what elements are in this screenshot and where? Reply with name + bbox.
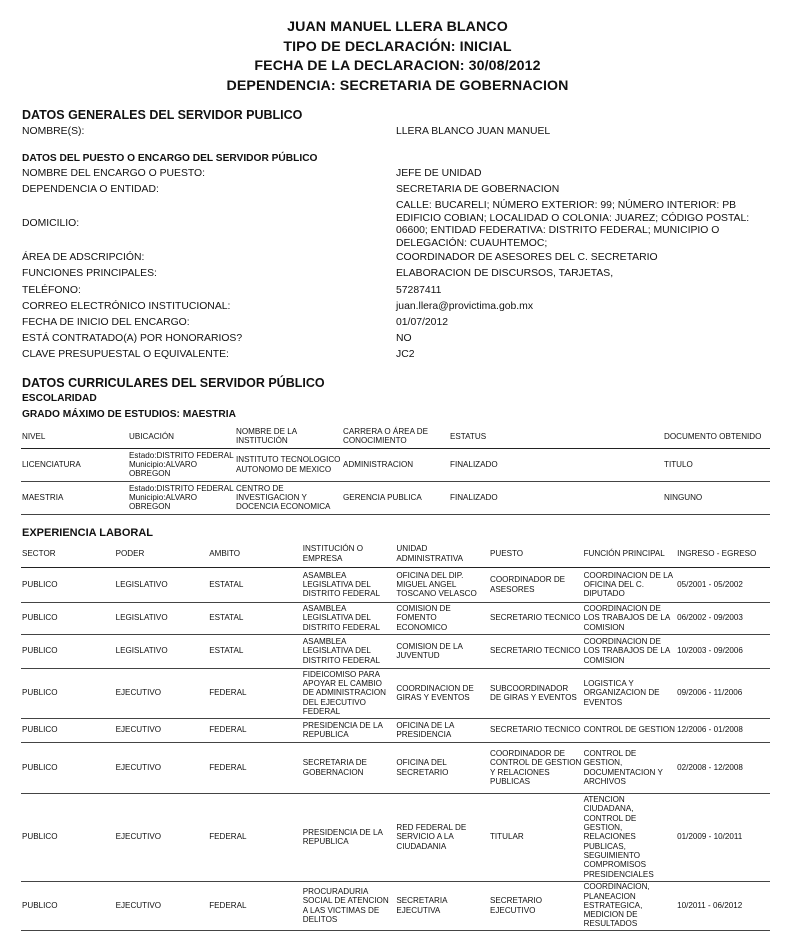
exp-cell: EJECUTIVO (115, 742, 209, 793)
exp-cell: EJECUTIVO (115, 668, 209, 718)
exp-header-ingreso-egreso: INGRESO - EGRESO (676, 541, 770, 567)
exp-cell: FEDERAL (208, 668, 302, 718)
funciones-label: FUNCIONES PRINCIPALES: (22, 268, 157, 279)
edu-cell: TITULO (663, 448, 770, 481)
exp-header-sector: SECTOR (21, 541, 115, 567)
section-puesto-title: DATOS DEL PUESTO O ENCARGO DEL SERVIDOR PÚBLICO (22, 153, 318, 164)
exp-cell: PUBLICO (21, 718, 115, 742)
telefono-label: TELÉFONO: (22, 285, 81, 296)
edu-cell: GERENCIA PUBLICA (342, 481, 449, 514)
exp-cell: PROCURADURIA SOCIAL DE ATENCION A LAS VICTIMAS DE DELITOS (302, 881, 396, 930)
exp-cell: COMISION DE FOMENTO ECONOMICO (395, 602, 489, 634)
correo-value: juan.llera@provictima.gob.mx (396, 301, 534, 312)
edu-cell: Estado:DISTRITO FEDERAL Municipio:ALVARO OBREGON (128, 448, 235, 481)
exp-cell: COORDINACION DE LOS TRABAJOS DE LA COMISION (583, 634, 677, 668)
edu-cell: MAESTRIA (21, 481, 128, 514)
table-row (21, 718, 770, 742)
exp-cell: TITULAR (489, 793, 583, 881)
exp-cell: COORDINADOR DE ASESORES (489, 567, 583, 602)
correo-label: CORREO ELECTRÓNICO INSTITUCIONAL: (22, 301, 231, 312)
exp-cell: FEDERAL (208, 793, 302, 881)
grado-maximo: GRADO MÁXIMO DE ESTUDIOS: MAESTRIA (22, 409, 236, 420)
exp-cell: PUBLICO (21, 602, 115, 634)
exp-cell: PUBLICO (21, 793, 115, 881)
exp-cell: 01/2009 - 10/2011 (676, 793, 770, 881)
exp-cell: OFICINA DEL SECRETARIO (395, 742, 489, 793)
clave-label: CLAVE PRESUPUESTAL O EQUIVALENTE: (22, 349, 229, 360)
fecha-inicio-label: FECHA DE INICIO DEL ENCARGO: (22, 317, 190, 328)
exp-cell: LEGISLATIVO (115, 602, 209, 634)
exp-cell: COORDINACION, PLANEACION ESTRATEGICA, MEDICION DE RESULTADOS (583, 881, 677, 930)
edu-cell: LICENCIATURA (21, 448, 128, 481)
table-row (21, 668, 770, 718)
table-row (21, 881, 770, 930)
edu-header-ubicacion: UBICACIÓN (128, 425, 235, 448)
exp-header-ambito: AMBITO (208, 541, 302, 567)
puesto-label: NOMBRE DEL ENCARGO O PUESTO: (22, 168, 206, 179)
edu-cell: CENTRO DE INVESTIGACION Y DOCENCIA ECONOMICA (235, 481, 342, 514)
exp-cell: SUBCOORDINADOR DE GIRAS Y EVENTOS (489, 668, 583, 718)
exp-cell: SECRETARIA DE GOBERNACION (302, 742, 396, 793)
header-tipo: TIPO DE DECLARACIÓN: INICIAL (283, 38, 512, 55)
domicilio-value: CALLE: BUCARELI; NÚMERO EXTERIOR: 99; NÚMERO INTERIOR: PB EDIFICIO COBIAN; LOCALIDAD O COLONIA: JUAREZ; CÓDIGO POSTAL: 06600; ENTIDAD FEDERATIVA: DISTRITO FEDERAL; MUNICIPIO O DELEGACIÓN: CUAUHTEMOC; (396, 200, 750, 249)
education-table (21, 425, 770, 515)
experience-table (21, 541, 770, 931)
edu-header-documento: DOCUMENTO OBTENIDO (663, 425, 770, 448)
section-generales-title: DATOS GENERALES DEL SERVIDOR PUBLICO (22, 108, 303, 122)
exp-cell: FEDERAL (208, 742, 302, 793)
exp-cell: FEDERAL (208, 718, 302, 742)
edu-cell: FINALIZADO (449, 481, 556, 514)
honorarios-label: ESTÁ CONTRATADO(A) POR HONORARIOS? (22, 333, 243, 344)
exp-cell: 10/2003 - 09/2006 (676, 634, 770, 668)
edu-header-nivel: NIVEL (21, 425, 128, 448)
edu-cell: FINALIZADO (449, 448, 556, 481)
adscripcion-value: COORDINADOR DE ASESORES DEL C. SECRETARIO (396, 252, 658, 263)
exp-cell: ESTATAL (208, 567, 302, 602)
exp-cell: ASAMBLEA LEGISLATIVA DEL DISTRITO FEDERAL (302, 567, 396, 602)
clave-value: JC2 (396, 349, 415, 360)
experiencia-title: EXPERIENCIA LABORAL (22, 527, 153, 539)
exp-cell: COORDINACION DE GIRAS Y EVENTOS (395, 668, 489, 718)
edu-cell (556, 481, 663, 514)
exp-cell: OFICINA DEL DIP. MIGUEL ANGEL TOSCANO VELASCO (395, 567, 489, 602)
exp-cell: PUBLICO (21, 567, 115, 602)
exp-cell: EJECUTIVO (115, 718, 209, 742)
exp-cell: PUBLICO (21, 634, 115, 668)
table-row (21, 481, 770, 514)
table-row (21, 742, 770, 793)
edu-cell: NINGUNO (663, 481, 770, 514)
document-header (0, 0, 795, 97)
exp-cell: SECRETARIA EJECUTIVA (395, 881, 489, 930)
exp-cell: SECRETARIO TECNICO (489, 602, 583, 634)
exp-cell: SECRETARIO TECNICO (489, 634, 583, 668)
exp-header-unidad: UNIDAD ADMINISTRATIVA (395, 541, 489, 567)
exp-cell: PRESIDENCIA DE LA REPUBLICA (302, 793, 396, 881)
exp-cell: 09/2006 - 11/2006 (676, 668, 770, 718)
exp-cell: 06/2002 - 09/2003 (676, 602, 770, 634)
dependencia-label: DEPENDENCIA O ENTIDAD: (22, 184, 159, 195)
table-row (21, 567, 770, 602)
exp-cell: EJECUTIVO (115, 881, 209, 930)
exp-cell: EJECUTIVO (115, 793, 209, 881)
fecha-inicio-value: 01/07/2012 (396, 317, 449, 328)
exp-header-poder: PODER (115, 541, 209, 567)
dependencia-value: SECRETARIA DE GOBERNACION (396, 184, 560, 195)
exp-cell: ESTATAL (208, 602, 302, 634)
honorarios-value: NO (396, 333, 412, 344)
edu-cell: ADMINISTRACION (342, 448, 449, 481)
edu-header-blank (556, 425, 663, 448)
domicilio-label: DOMICILIO: (22, 218, 80, 229)
nombre-label: NOMBRE(S): (22, 126, 85, 137)
exp-cell: ATENCION CIUDADANA, CONTROL DE GESTION, RELACIONES PUBLICAS, SEGUIMIENTO COMPROMISOS PRESIDENCIALES (583, 793, 677, 881)
edu-cell: INSTITUTO TECNOLOGICO AUTONOMO DE MEXICO (235, 448, 342, 481)
exp-cell: LEGISLATIVO (115, 567, 209, 602)
exp-cell: PUBLICO (21, 742, 115, 793)
exp-cell: SECRETARIO TECNICO (489, 718, 583, 742)
exp-cell: COORDINACION DE LA OFICINA DEL C. DIPUTADO (583, 567, 677, 602)
edu-header-estatus: ESTATUS (449, 425, 556, 448)
exp-cell: ESTATAL (208, 634, 302, 668)
adscripcion-label: ÁREA DE ADSCRIPCIÓN: (22, 252, 145, 263)
exp-cell: SECRETARIO EJECUTIVO (489, 881, 583, 930)
exp-header-institucion: INSTITUCIÓN O EMPRESA (302, 541, 396, 567)
exp-cell: ASAMBLEA LEGISLATIVA DEL DISTRITO FEDERAL (302, 602, 396, 634)
exp-cell: LEGISLATIVO (115, 634, 209, 668)
exp-cell: RED FEDERAL DE SERVICIO A LA CIUDADANIA (395, 793, 489, 881)
table-row (21, 793, 770, 881)
exp-cell: 02/2008 - 12/2008 (676, 742, 770, 793)
exp-cell: 05/2001 - 05/2002 (676, 567, 770, 602)
exp-cell: PUBLICO (21, 881, 115, 930)
header-dependencia: DEPENDENCIA: SECRETARIA DE GOBERNACION (226, 78, 569, 95)
exp-cell: COORDINADOR DE CONTROL DE GESTION Y RELACIONES PUBLICAS (489, 742, 583, 793)
exp-header-funcion: FUNCIÓN PRINCIPAL (583, 541, 677, 567)
exp-cell: 10/2011 - 06/2012 (676, 881, 770, 930)
exp-cell: ASAMBLEA LEGISLATIVA DEL DISTRITO FEDERAL (302, 634, 396, 668)
exp-header-puesto: PUESTO (489, 541, 583, 567)
table-row (21, 602, 770, 634)
education-header-row (21, 425, 770, 448)
exp-cell: FEDERAL (208, 881, 302, 930)
experience-header-row (21, 541, 770, 567)
header-fecha: FECHA DE LA DECLARACION: 30/08/2012 (254, 58, 541, 75)
exp-cell: COORDINACION DE LOS TRABAJOS DE LA COMISION (583, 602, 677, 634)
section-curriculares-title: DATOS CURRICULARES DEL SERVIDOR PÚBLICO (22, 376, 325, 390)
header-name: JUAN MANUEL LLERA BLANCO (287, 19, 508, 35)
table-row (21, 448, 770, 481)
edu-cell: Estado:DISTRITO FEDERAL Municipio:ALVARO OBREGON (128, 481, 235, 514)
nombre-value: LLERA BLANCO JUAN MANUEL (396, 126, 551, 137)
puesto-value: JEFE DE UNIDAD (396, 168, 482, 179)
edu-cell (556, 448, 663, 481)
exp-cell: OFICINA DE LA PRESIDENCIA (395, 718, 489, 742)
exp-cell: PUBLICO (21, 668, 115, 718)
escolaridad-title: ESCOLARIDAD (22, 393, 97, 404)
exp-cell: CONTROL DE GESTION (583, 718, 677, 742)
exp-cell: PRESIDENCIA DE LA REPUBLICA (302, 718, 396, 742)
edu-header-carrera: CARRERA O ÁREA DE CONOCIMIENTO (342, 425, 449, 448)
exp-cell: LOGISTICA Y ORGANIZACION DE EVENTOS (583, 668, 677, 718)
exp-cell: FIDEICOMISO PARA APOYAR EL CAMBIO DE ADMINISTRACION DEL EJECUTIVO FEDERAL (302, 668, 396, 718)
funciones-value: ELABORACION DE DISCURSOS, TARJETAS, (396, 268, 614, 279)
exp-cell: CONTROL DE GESTION, DOCUMENTACION Y ARCHIVOS (583, 742, 677, 793)
edu-header-institucion: NOMBRE DE LA INSTITUCIÓN (235, 425, 342, 448)
telefono-value: 57287411 (396, 285, 442, 296)
exp-cell: COMISION DE LA JUVENTUD (395, 634, 489, 668)
exp-cell: 12/2006 - 01/2008 (676, 718, 770, 742)
table-row (21, 634, 770, 668)
